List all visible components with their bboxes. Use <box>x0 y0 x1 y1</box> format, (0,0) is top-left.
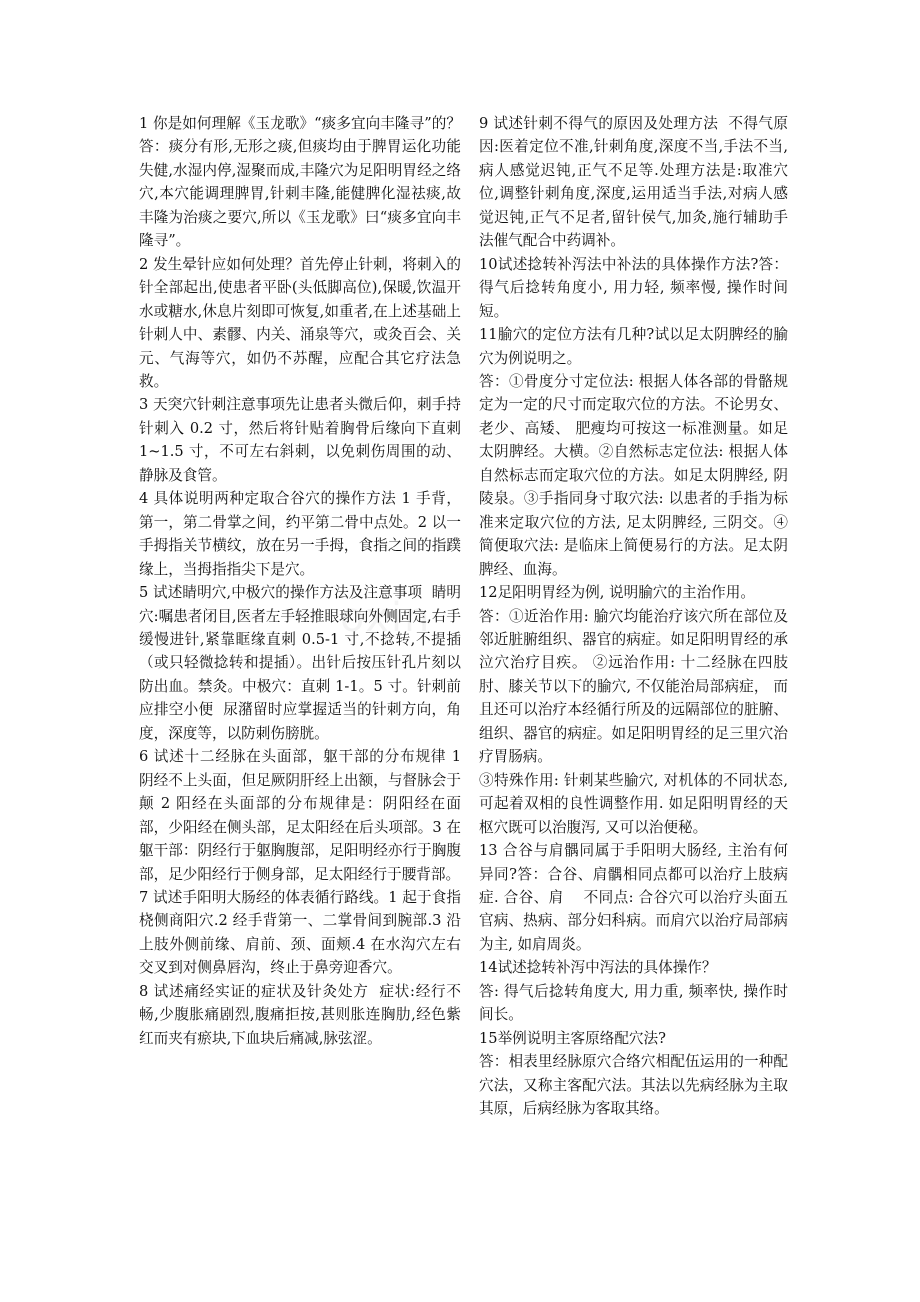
paragraph: 5 试述睛明穴,中极穴的操作方法及注意事项 睛明穴:嘱患者闭目,医者左手轻推眼球向外侧固定,右手缓慢进针,紧靠眶缘直刺 0.5-1 寸,不捻转,不提插（或只轻微捻转和提插）。出针后按压针孔片刻以防出血。禁灸。中极穴：直刺 1-1。5 寸。针刺前应排空小便 尿潴留时应掌握适当的针刺方向，角度，深度等，以防刺伤膀胱。 <box>139 584 461 742</box>
right-column <box>479 112 793 1120</box>
paragraph: 4 具体说明两种定取合谷穴的操作方法 1 手背，第一，第二骨掌之间，约平第二骨中点处。2 以一手拇指关节横纹，放在另一手拇，食指之间的指蹼缘上，当拇指指尖下是穴。 <box>139 490 461 578</box>
paragraph: 1 你是如何理解《玉龙歌》“痰多宜向丰隆寻”的？答：痰分有形,无形之痰,但痰均由于脾胃运化功能失健,水湿内停,湿聚而成,丰隆穴为足阳明胃经之络穴,本穴能调理脾胃,针刺丰隆,能健脾化湿祛痰,故丰隆为治痰之要穴,所以《玉龙歌》曰“痰多宜向丰隆寻”。 <box>139 115 461 250</box>
left-column <box>139 112 466 1050</box>
paragraph: 答: 得气后捻转角度大, 用力重, 频率快, 操作时间长。 <box>479 982 788 1024</box>
paragraph: 答：①近治作用: 腧穴均能治疗该穴所在部位及邻近脏腑组织、器官的病症。如足阳明胃经的承泣穴治疗目疾。 ②远治作用: 十二经脉在四肢肘、膝关节以下的腧穴, 不仅能治局部病症， 而且还可以治疗本经循行所及的远隔部位的脏腑、组织、器官的病症。如足阳明胃经的足三里穴治疗胃肠病。 <box>479 607 788 766</box>
paragraph: 12足阳明胃经为例, 说明腧穴的主治作用。 <box>479 584 755 602</box>
paragraph: 6 试述十二经脉在头面部，躯干部的分布规律 1 阴经不上头面，但足厥阴肝经上出额，与督脉会于颠 2 阳经在头面部的分布规律是：阴阳经在面部，少阳经在侧头部，足太阳经在后头项部。3 在躯干部：阴经行于躯胸腹部，足阳明经亦行于胸腹部，足少阳经行于侧身部，足太阳经行于腰背部。 <box>139 748 466 883</box>
paragraph: 答：相表里经脉原穴合络穴相配伍运用的一种配穴法，又称主客配穴法。其法以先病经脉为主取其原，后病经脉为客取其络。 <box>479 1053 788 1118</box>
paragraph: 2 发生晕针应如何处理？首先停止针刺，将刺入的针全部起出,使患者平卧(头低脚高位),保暖,饮温开水或糖水,休息片刻即可恢复,如重者,在上述基础上针刺人中、素髎、内关、涌泉等穴，或灸百会、关元、气海等穴，如仍不苏醒，应配合其它疗法急救。 <box>139 255 461 390</box>
paragraph: 10试述捻转补泻法中补法的具体操作方法?答：得气后捻转角度小, 用力轻, 频率慢, 操作时间短。 <box>479 255 788 320</box>
paragraph: 8 试述痛经实证的症状及针灸处方 症状:经行不畅,少腹胀痛剧烈,腹痛拒按,甚则胀连胸肋,经色紫红而夹有瘀块,下血块后痛减,脉弦涩。 <box>139 982 461 1047</box>
paragraph: 3 天突穴针刺注意事项先让患者头微后仰，刺手持针刺入 0.2 寸，然后将针贴着胸骨后缘向下直刺 1~1.5 寸，不可左右斜刺，以免刺伤周围的动、静脉及食管。 <box>139 396 466 484</box>
paragraph: 11腧穴的定位方法有几种?试以足太阴脾经的腧穴为例说明之。 <box>479 326 788 367</box>
paragraph: ③特殊作用: 针刺某些腧穴, 对机体的不同状态, 可起着双相的良性调整作用. 如足阳明胃经的天枢穴既可以治腹泻, 又可以治便秘。 <box>479 771 793 836</box>
paragraph: 7 试述手阳明大肠经的体表循行路线。1 起于食指桡侧商阳穴.2 经手背第一、二掌骨间到腕部.3 沿上肢外侧前缘、肩前、颈、面颊.4 在水沟穴左右交叉到对侧鼻唇沟，终止于鼻旁迎香穴。 <box>139 888 461 977</box>
paragraph: 14试述捻转补泻中泻法的具体操作？ <box>479 959 717 977</box>
paragraph: 15举例说明主客原络配穴法? <box>479 1029 666 1047</box>
paragraph: 9 试述针刺不得气的原因及处理方法 不得气原因:医着定位不准,针刺角度,深度不当,手法不当,病人感觉迟钝,正气不足等.处理方法是:取准穴位,调整针刺角度,深度,运用适当手法,对病人感觉迟钝,正气不足者,留针侯气,加灸,施行辅助手法催气配合中药调补。 <box>479 115 788 250</box>
paragraph: 答：①骨度分寸定位法: 根据人体各部的骨骼规定为一定的尺寸而定取穴位的方法。不论男女、老少、高矮、 肥瘦均可按这一标准测量。如足太阴脾经。大横。②自然标志定位法: 根据人体自然标志而定取穴位的方法。如足太阴脾经, 阴陵泉。③手指同身寸取穴法: 以患者的手指为标准来定取穴位的方法, 足太阴脾经, 三阴交。④简便取穴法: 是临床上简便易行的方法。足太阴脾经、血海。 <box>479 372 788 578</box>
paragraph: 13 合谷与肩髃同属于手阳明大肠经, 主治有何异同?答：合谷、肩髃相同点都可以治疗上肢病症. 合谷、肩 不同点: 合谷穴可以治疗头面五官病、热病、部分妇科病。而肩穴以治疗局部病为主, 如肩周炎。 <box>479 842 788 953</box>
